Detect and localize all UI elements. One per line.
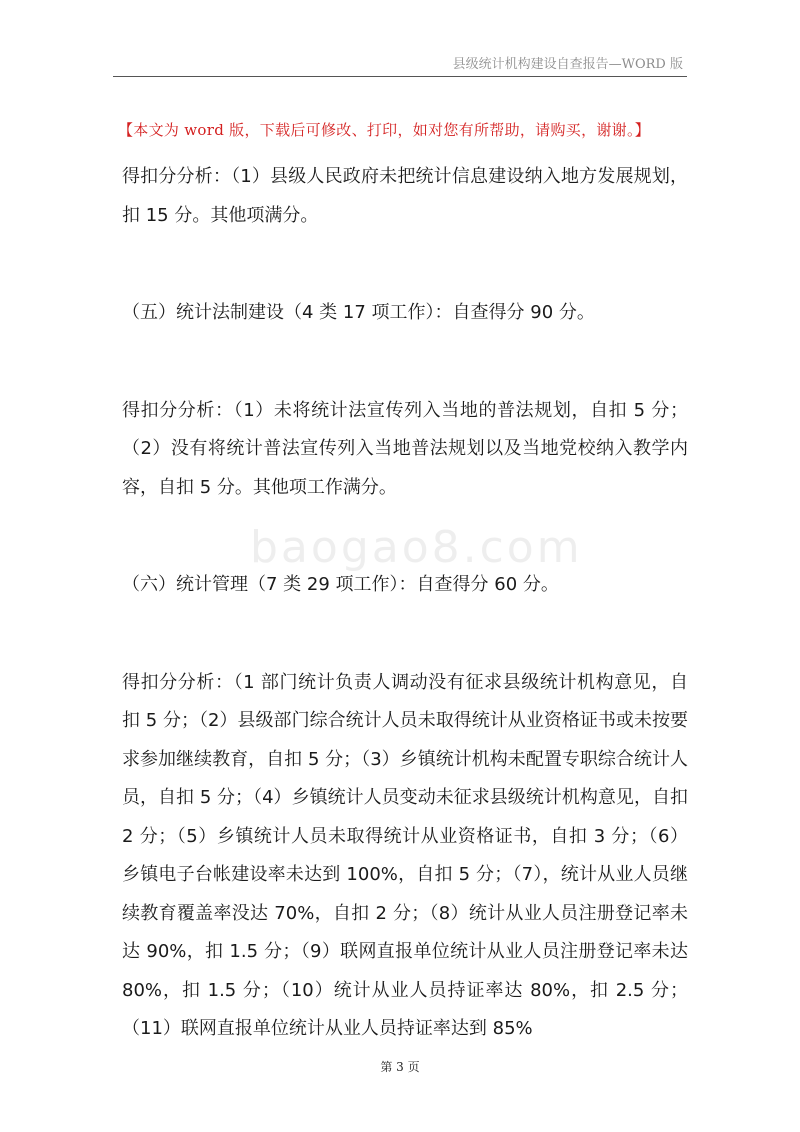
header-divider bbox=[113, 76, 687, 77]
watermark-text: baogao8.com bbox=[250, 522, 583, 573]
document-body bbox=[122, 158, 688, 1049]
paragraph-score-analysis-5: 得扣分分析：（1）未将统计法宣传列入当地的普法规划，自扣 5 分；（2）没有将统计普法宣传列入当地普法规划以及当地党校纳入教学内容，自扣 5 分。其他项工作满分。 bbox=[122, 399, 688, 498]
document-header-title: 县级统计机构建设自查报告—WORD 版 bbox=[452, 57, 683, 72]
paragraph-score-analysis-4: 得扣分分析：（1）县级人民政府未把统计信息建设纳入地方发展规划，扣 15 分。其他项满分。 bbox=[122, 166, 688, 226]
paragraph-section-5-heading: （五）统计法制建设（4 类 17 项工作）：自查得分 90 分。 bbox=[122, 302, 595, 323]
page-number: 第 3 页 bbox=[380, 1060, 420, 1074]
download-notice: 【本文为 word 版，下载后可修改、打印，如对您有所帮助，请购买，谢谢。】 bbox=[118, 121, 651, 139]
paragraph-section-6-heading: （六）统计管理（7 类 29 项工作）：自查得分 60 分。 bbox=[122, 574, 559, 595]
paragraph-score-analysis-6: 得扣分分析：（1 部门统计负责人调动没有征求县级统计机构意见，自扣 5 分；（2）县级部门综合统计人员未取得统计从业资格证书或未按要求参加继续教育，自扣 5 分；（3）乡镇统计机构未配置专职综合统计人员，自扣 5 分；（4）乡镇统计人员变动未征求县级统计机构意见，自扣 2 分；（5）乡镇统计人员未取得统计从业资格证书，自扣 3 分；（6）乡镇电子台帐建设率未达到 100%，自扣 5 分；（7），统计从业人员继续教育覆盖率没达 70%，自扣 2 分；（8）统计从业人员注册登记率未达 90%，扣 1.5 分；（9）联网直报单位统计从业人员注册登记率未达 80%，扣 1.5 分；（10）统计从业人员持证率达 80%，扣 2.5 分；（11）联网直报单位统计从业人员持证率达到 85% bbox=[122, 671, 688, 1039]
